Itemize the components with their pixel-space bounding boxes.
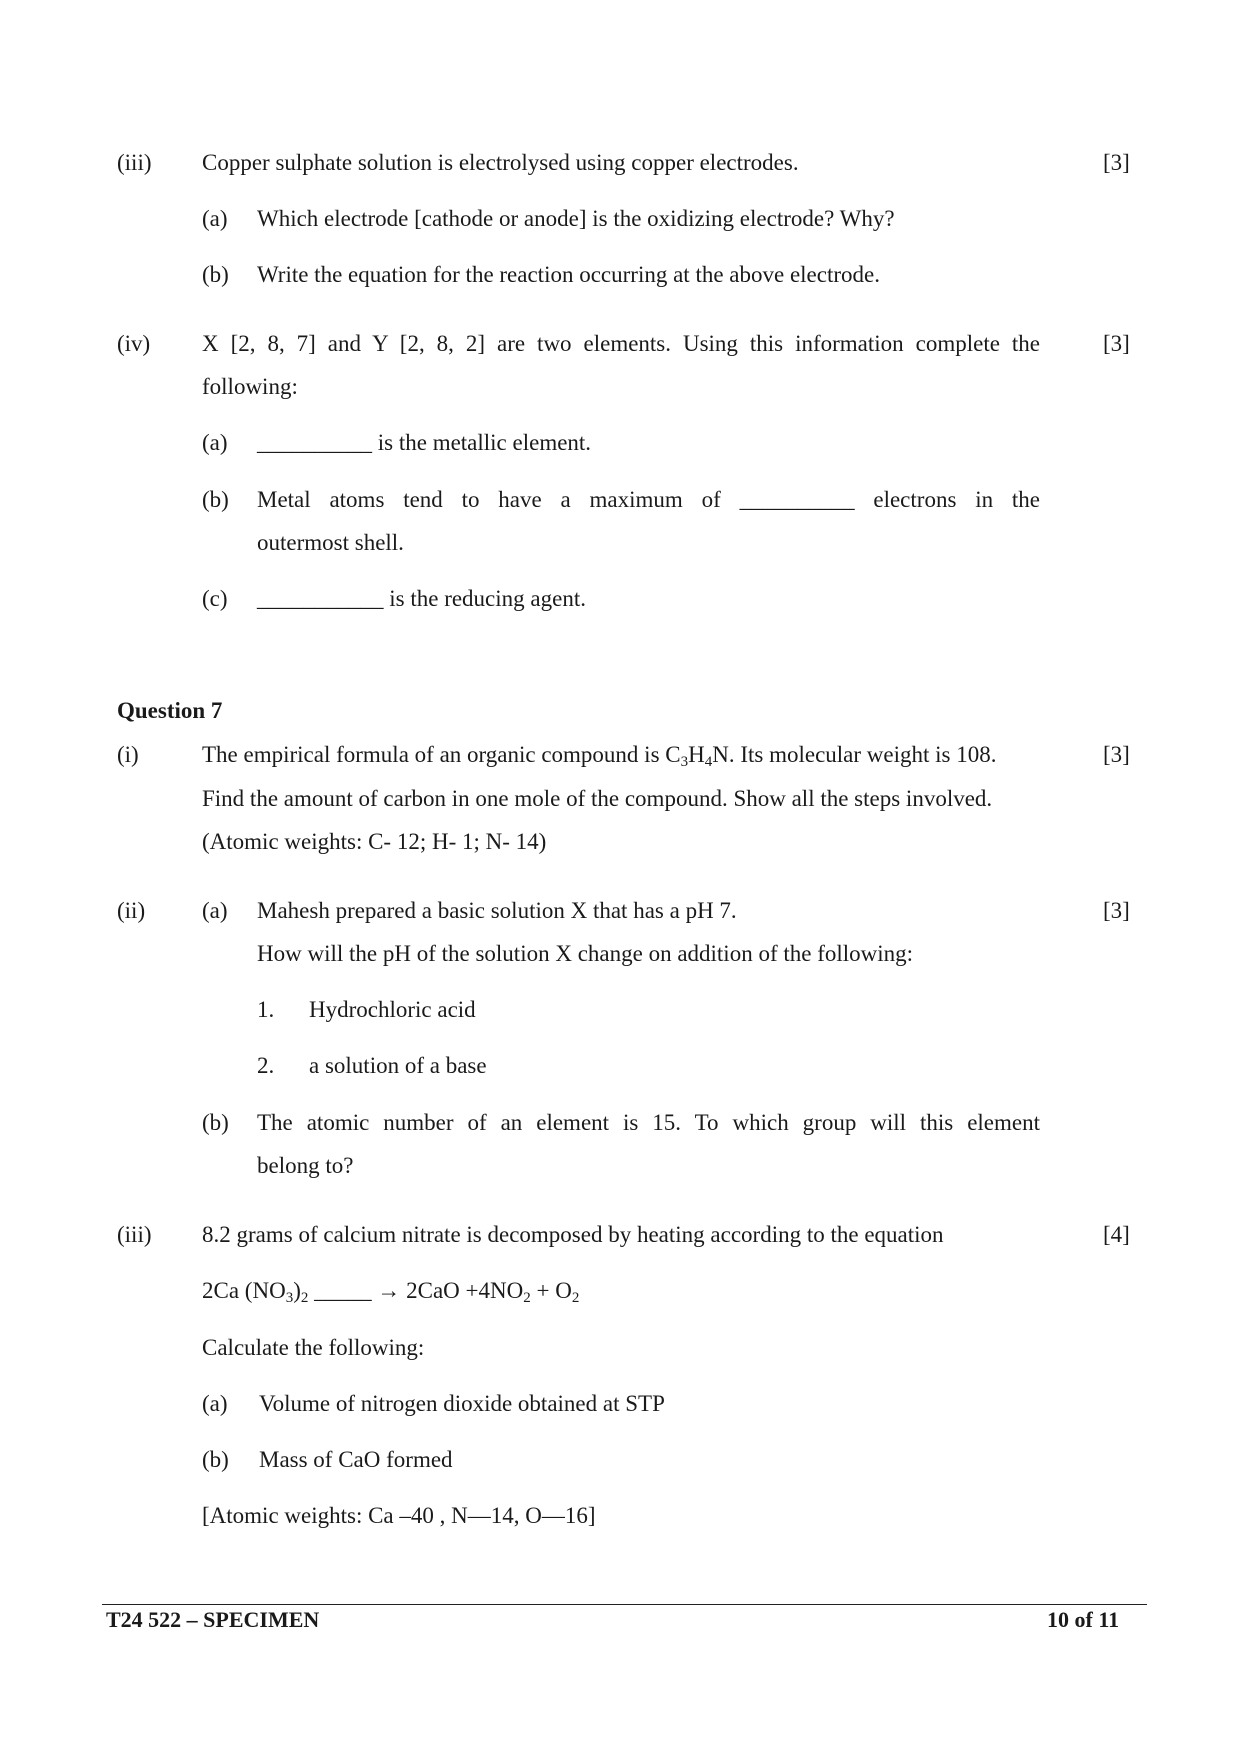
q7-iii-line1: 8.2 grams of calcium nitrate is decomposed by heating according to the equation xyxy=(202,1222,944,1247)
q7-iii-equation: 2Ca $(NO_3)_2$ _____ → $2CaO +4NO_2 + O_2$ xyxy=(202,1278,580,1306)
q7-iii-a-text: Volume of nitrogen dioxide obtained at STP xyxy=(259,1391,665,1416)
q7-i-line1: The empirical formula of an organic compound is $C_3H_4N$. Its molecular weight is 108. xyxy=(202,742,997,770)
q7-ii-number: (ii) xyxy=(117,898,146,923)
q7-i-line2: Find the amount of carbon in one mole of the compound. Show all the steps involved. xyxy=(202,786,993,811)
q7-ii-b-line2: belong to? xyxy=(257,1153,354,1178)
footer-page-number: 10 of 11 xyxy=(1047,1607,1120,1632)
q7-iii-number: (iii) xyxy=(117,1222,152,1247)
q6-iv-c-label: (c) xyxy=(202,586,228,611)
q7-iii-atomic-weights: [Atomic weights: Ca –40 , N—14, O—16] xyxy=(202,1503,596,1528)
q6-iv-line1: X [2, 8, 7] and Y [2, 8, 2] are two elements. Using this information complete the xyxy=(202,331,1040,356)
q7-iii-b-label: (b) xyxy=(202,1447,229,1472)
q7-ii-a-line2: How will the pH of the solution X change on addition of the following: xyxy=(257,941,914,966)
q6-iii-a-text: Which electrode [cathode or anode] is the oxidizing electrode? Why? xyxy=(257,206,895,231)
q6-iv-line2: following: xyxy=(202,374,298,399)
q7-iii-b-text: Mass of CaO formed xyxy=(259,1447,453,1472)
q6-iv-a-label: (a) xyxy=(202,430,228,455)
q7-iii-marks: [4] xyxy=(1103,1222,1130,1247)
q7-ii-item1-text: Hydrochloric acid xyxy=(309,997,476,1022)
q6-iv-b-line1: Metal atoms tend to have a maximum of __________ electrons in the xyxy=(257,487,1040,512)
q7-ii-item2-number: 2. xyxy=(257,1053,275,1078)
q6-iii-b-label: (b) xyxy=(202,262,229,287)
q7-iii-calc-intro: Calculate the following: xyxy=(202,1335,425,1360)
question-7-heading: Question 7 xyxy=(117,698,223,723)
q6-iv-c-text: ___________ is the reducing agent. xyxy=(257,586,586,611)
q6-iv-marks: [3] xyxy=(1103,331,1130,356)
footer-divider xyxy=(102,1604,1147,1605)
q7-i-number: (i) xyxy=(117,742,139,767)
q6-iii-text: Copper sulphate solution is electrolysed using copper electrodes. xyxy=(202,150,799,175)
q6-iv-a-text: __________ is the metallic element. xyxy=(257,430,592,455)
q7-ii-a-label: (a) xyxy=(202,898,228,923)
footer-paper-code: T24 522 – SPECIMEN xyxy=(106,1607,320,1632)
q7-i-line3: (Atomic weights: C- 12; H- 1; N- 14) xyxy=(202,829,547,854)
q7-iii-a-label: (a) xyxy=(202,1391,228,1416)
q6-iv-b-label: (b) xyxy=(202,487,229,512)
q6-iv-number: (iv) xyxy=(117,331,151,356)
q6-iv-b-line2: outermost shell. xyxy=(257,530,404,555)
q7-ii-marks: [3] xyxy=(1103,898,1130,923)
q7-ii-b-line1: The atomic number of an element is 15. To which group will this element xyxy=(257,1110,1040,1135)
q7-i-marks: [3] xyxy=(1103,742,1130,767)
q6-iii-marks: [3] xyxy=(1103,150,1130,175)
q6-iii-a-label: (a) xyxy=(202,206,228,231)
q6-iii-b-text: Write the equation for the reaction occurring at the above electrode. xyxy=(257,262,880,287)
q7-ii-item1-number: 1. xyxy=(257,997,275,1022)
q7-ii-b-label: (b) xyxy=(202,1110,229,1135)
q7-ii-item2-text: a solution of a base xyxy=(309,1053,487,1078)
q7-ii-a-line1: Mahesh prepared a basic solution X that has a pH 7. xyxy=(257,898,737,923)
q6-iii-number: (iii) xyxy=(117,150,152,175)
